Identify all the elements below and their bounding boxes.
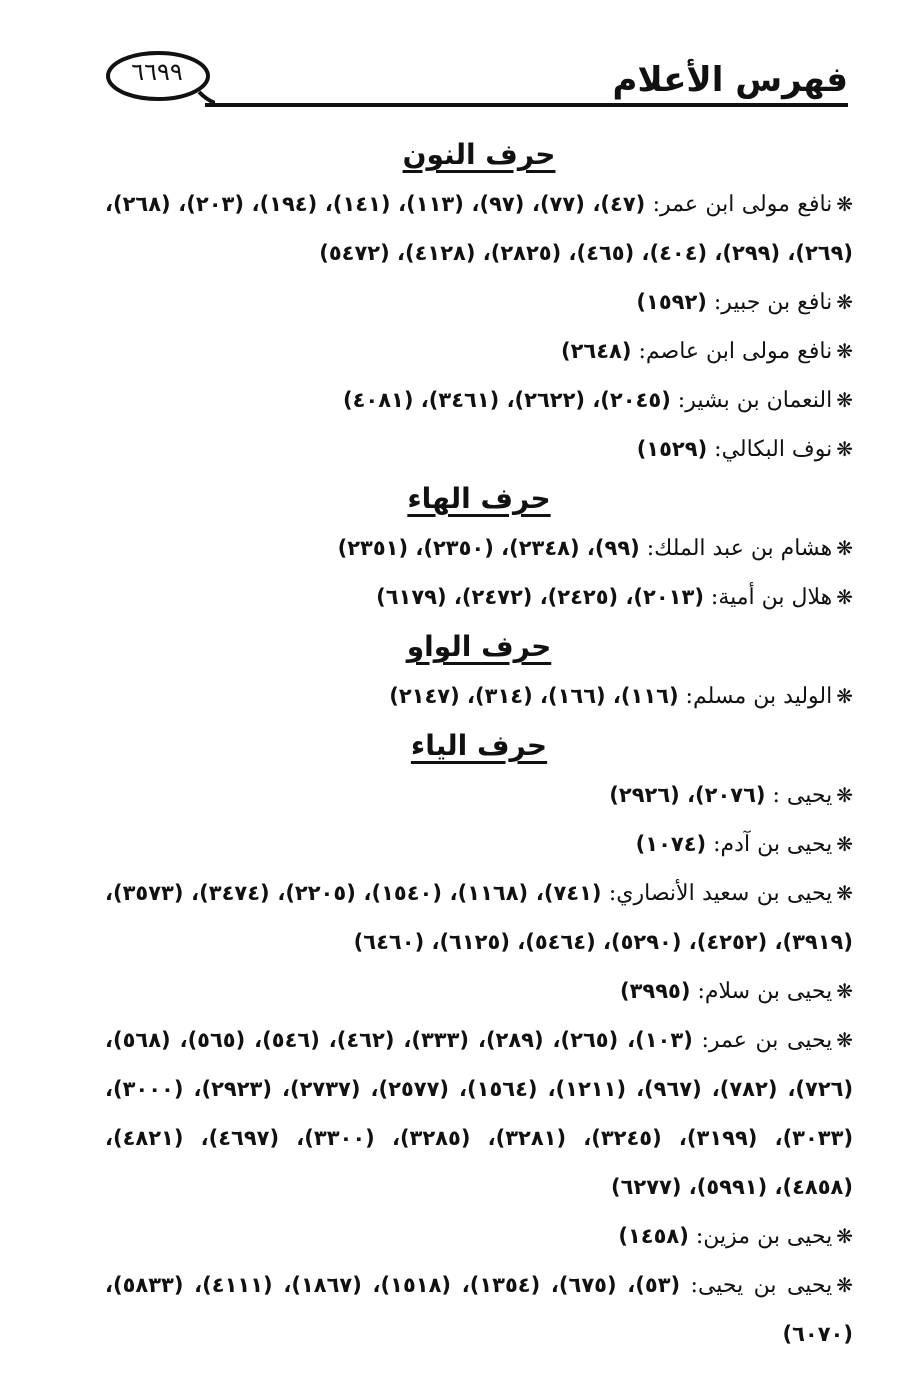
- entry-refs: (٥٣)، (٦٧٥)، (١٣٥٤)، (١٥١٨)، (١٨٦٧)، (٤١١١)، (٥٨٣٣)، (٦٠٧٠): [105, 1273, 853, 1346]
- page-header: [0, 0, 920, 120]
- asterisk-icon: ❋: [836, 536, 853, 560]
- entry-refs: (٣٩٩٥): [619, 979, 691, 1003]
- index-entry: [105, 278, 853, 327]
- entry-name: هشام بن عبد الملك:: [639, 536, 833, 561]
- entry-refs: (١٥٩٢): [636, 290, 707, 314]
- asterisk-icon: ❋: [836, 684, 853, 708]
- index-entry: [105, 1261, 853, 1359]
- page-number-badge: [103, 48, 215, 104]
- running-title: فهرس الأعلام: [612, 60, 848, 100]
- asterisk-icon: ❋: [836, 1273, 854, 1297]
- index-entry: [105, 869, 853, 967]
- asterisk-icon: ❋: [836, 1028, 854, 1052]
- index-entry: [105, 771, 853, 820]
- entry-name: يحيى بن سلام:: [690, 979, 833, 1004]
- entry-refs: (٢٠٧٦)، (٢٩٢٦): [609, 783, 766, 807]
- section-heading-ya: حرف الياء: [410, 729, 548, 762]
- index-entry: [105, 1016, 853, 1212]
- index-entry: [105, 967, 853, 1016]
- asterisk-icon: ❋: [836, 339, 853, 363]
- entry-name: يحيى بن يحيى:: [680, 1273, 833, 1298]
- asterisk-icon: ❋: [836, 1224, 853, 1248]
- entry-refs: (٩٩)، (٢٣٤٨)، (٢٣٥٠)، (٢٣٥١): [337, 536, 640, 560]
- index-entry: [105, 672, 853, 721]
- entry-name: نافع مولى ابن عاصم:: [631, 339, 833, 364]
- index-entry: [105, 573, 853, 622]
- index-entry: [105, 180, 853, 278]
- entry-name: يحيى :: [765, 783, 833, 808]
- index-entry: [105, 524, 853, 573]
- asterisk-icon: ❋: [836, 783, 853, 807]
- asterisk-icon: ❋: [836, 192, 854, 216]
- entry-name: يحيى بن مزين:: [688, 1224, 833, 1249]
- entry-name: يحيى بن سعيد الأنصاري:: [601, 881, 833, 906]
- section-heading-nun: حرف النون: [402, 138, 556, 171]
- entry-refs: (١٠٧٤): [635, 832, 707, 856]
- asterisk-icon: ❋: [836, 881, 854, 905]
- entry-refs: (٤٧)، (٧٧)، (٩٧)، (١١٣)، (١٤١)، (١٩٤)، (٢٠٣)، (٢٦٨)، (٢٦٩)، (٢٩٩)، (٤٠٤)، (٤٦٥)، (٢٨٢٥)، (٤١٢٨)، (٥٤٧٢): [105, 192, 853, 265]
- index-content: [105, 130, 853, 1359]
- entry-refs: (٢٦٤٨): [560, 339, 632, 363]
- asterisk-icon: ❋: [836, 290, 853, 314]
- entry-name: هلال بن أمية:: [703, 585, 833, 610]
- entry-name: الوليد بن مسلم:: [678, 684, 833, 709]
- index-entry: [105, 1212, 853, 1261]
- entry-refs: (٢٠١٣)، (٢٤٢٥)، (٢٤٧٢)، (٦١٧٩): [376, 585, 704, 609]
- index-entry: [105, 820, 853, 869]
- entry-name: نافع مولى ابن عمر:: [645, 192, 833, 217]
- entry-refs: (١٤٥٨): [618, 1224, 689, 1248]
- entry-refs: (٢٠٤٥)، (٢٦٢٢)، (٣٤٦١)، (٤٠٨١): [343, 388, 671, 412]
- index-entry: [105, 376, 853, 425]
- header-rule: [205, 103, 848, 107]
- section-heading-ha: حرف الهاء: [407, 482, 551, 515]
- entry-name: يحيى بن آدم:: [706, 832, 833, 857]
- entry-refs: (١١٦)، (١٦٦)، (٣١٤)، (٢١٤٧): [389, 684, 679, 708]
- asterisk-icon: ❋: [836, 832, 853, 856]
- asterisk-icon: ❋: [836, 585, 853, 609]
- page-number: ٦٦٩٩: [131, 58, 183, 86]
- entry-name: نافع بن جبير:: [706, 290, 833, 315]
- asterisk-icon: ❋: [836, 437, 853, 461]
- entry-name: يحيى بن عمر:: [692, 1028, 833, 1053]
- index-entry: [105, 327, 853, 376]
- section-heading-waw: حرف الواو: [406, 630, 552, 663]
- asterisk-icon: ❋: [836, 979, 853, 1003]
- entry-name: النعمان بن بشير:: [670, 388, 833, 413]
- asterisk-icon: ❋: [836, 388, 853, 412]
- entry-name: نوف البكالي:: [707, 437, 833, 462]
- entry-refs: (١٥٢٩): [636, 437, 708, 461]
- entry-refs: (٧٤١)، (١١٦٨)، (١٥٤٠)، (٢٢٠٥)، (٣٤٧٤)، (٣٥٧٣)، (٣٩١٩)، (٤٢٥٢)، (٥٢٩٠)، (٥٤٦٤)، (٦١٢٥)، (٦٤٦٠): [105, 881, 853, 954]
- index-entry: [105, 425, 853, 474]
- entry-refs: (١٠٣)، (٢٦٥)، (٢٨٩)، (٣٣٣)، (٤٦٢)، (٥٤٦)، (٥٦٥)، (٥٦٨)، (٧٢٦)، (٧٨٢)، (٩٦٧)، (١٢١١)، (١٥٦٤)، (٢٥٧٧)، (٢٧٣٧)، (٢٩٢٣)، (٣٠٠٠)، (٣٠٣٣)، (٣١٩٩)، (٣٢٤٥)، (٣٢٨١)، (٣٢٨٥)، (٣٣٠٠)، (٤٦٩٧)، (٤٨٢١)، (٤٨٥٨)، (٥٩٩١)، (٦٢٧٧): [105, 1028, 854, 1199]
